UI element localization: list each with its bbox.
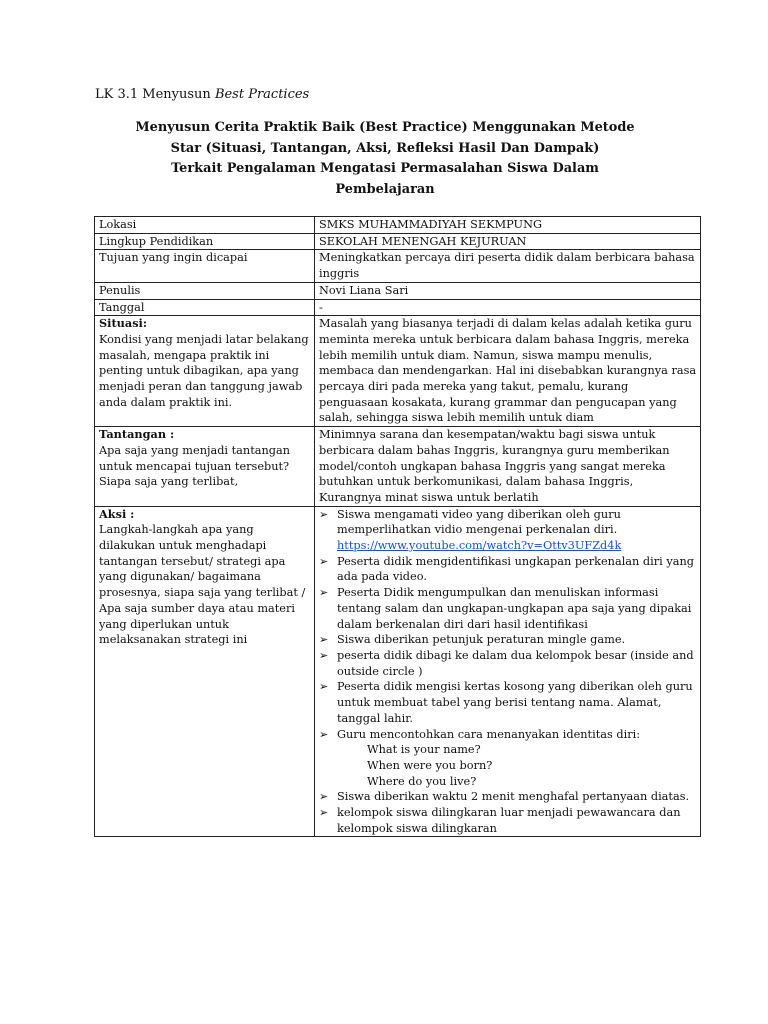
example-question: When were you born? [367, 758, 493, 772]
row-label: Penulis [95, 282, 315, 299]
arrow-bullet-icon: ➢ [319, 806, 329, 820]
row-label: Lokasi [95, 217, 315, 234]
example-question: What is your name? [367, 743, 481, 757]
list-item-text: Peserta didik mengidentifikasi ungkapan perkenalan diri yang ada pada video. [337, 554, 694, 584]
list-item-text: Guru mencontohkan cara menanyakan identitas diri: [337, 727, 641, 741]
list-item [319, 507, 697, 554]
action-steps-list [319, 507, 697, 837]
row-value: Masalah yang biasanya terjadi di dalam kelas adalah ketika guru meminta mereka untuk berbicara dalam bahasa Inggris, mereka lebih memilih untuk diam. Namun, siswa mampu menulis, membaca dan mendengarkan. Hal ini disebabkan kurangnya rasa percaya diri pada mereka yang takut, pemalu, kurang penguasaan kosakata, kurang grammar dan pengucapan yang salah, sehingga siswa lebih memilih untuk diam [315, 316, 701, 427]
table-row [95, 250, 701, 282]
list-item [319, 727, 697, 790]
section-title: Situasi: [99, 316, 148, 331]
arrow-bullet-icon: ➢ [319, 554, 329, 568]
table-row [95, 282, 701, 299]
section-description: Langkah-langkah apa yang dilakukan untuk menghadapi tantangan tersebut/ strategi apa yang digunakan/ bagaimana prosesnya, siapa saja yang terlibat / Apa saja sumber daya atau materi yang diperlukan untuk melaksanakan strategi ini [99, 523, 306, 647]
table-row [95, 217, 701, 234]
arrow-bullet-icon: ➢ [319, 727, 329, 741]
arrow-bullet-icon: ➢ [319, 790, 329, 804]
list-item [319, 554, 697, 585]
worksheet-title-emphasis: Best Practices [214, 87, 310, 102]
table-row [95, 299, 701, 316]
list-item [319, 585, 697, 632]
arrow-bullet-icon: ➢ [319, 586, 329, 600]
arrow-bullet-icon: ➢ [319, 680, 329, 694]
arrow-bullet-icon: ➢ [319, 507, 329, 521]
row-label [95, 427, 315, 507]
arrow-bullet-icon: ➢ [319, 648, 329, 662]
list-item-text: Siswa diberikan petunjuk peraturan mingle game. [337, 633, 626, 647]
section-description: Kondisi yang menjadi latar belakang masalah, mengapa praktik ini penting untuk dibagikan, apa yang menjadi peran dan tanggung jawab anda dalam praktik ini. [99, 332, 309, 409]
list-item [319, 789, 697, 805]
list-item-text: Siswa diberikan waktu 2 menit menghafal pertanyaan diatas. [337, 790, 690, 804]
document-heading [95, 118, 675, 200]
list-item-text: Peserta Didik mengumpulkan dan menuliskan informasi tentang salam dan ungkapan-ungkapan apa saja yang dipakai dalam berkenalan diri dari hasil identifikasi [337, 586, 692, 631]
worksheet-title [95, 87, 309, 103]
row-label [95, 506, 315, 837]
row-label: Tanggal [95, 299, 315, 316]
table-row-tantangan [95, 427, 701, 507]
row-label: Tujuan yang ingin dicapai [95, 250, 315, 282]
list-item [319, 632, 697, 648]
row-value: SMKS MUHAMMADIYAH SEKMPUNG [315, 217, 701, 234]
row-value [315, 506, 701, 837]
heading-line: Star (Situasi, Tantangan, Aksi, Refleksi Hasil Dan Dampak) [170, 140, 600, 156]
video-link[interactable]: https://www.youtube.com/watch?v=Ottv3UFZd4k [337, 539, 622, 553]
heading-line: Terkait Pengalaman Mengatasi Permasalahan Siswa Dalam [171, 161, 599, 176]
list-item-text: peserta didik dibagi ke dalam dua kelompok besar (inside and outside circle ) [337, 648, 694, 678]
list-item-text: Peserta didik mengisi kertas kosong yang diberikan oleh guru untuk membuat tabel yang berisi tentang nama. Alamat, tanggal lahir. [337, 680, 693, 725]
best-practice-table [94, 216, 701, 837]
section-title: Aksi : [99, 506, 135, 521]
row-value: SEKOLAH MENENGAH KEJURUAN [315, 233, 701, 250]
list-item [319, 648, 697, 679]
row-value: Novi Liana Sari [315, 282, 701, 299]
row-label: Lingkup Pendidikan [95, 233, 315, 250]
table-row [95, 233, 701, 250]
table-row-situasi [95, 316, 701, 427]
list-item [319, 805, 697, 836]
worksheet-title-prefix: LK 3.1 Menyusun [95, 87, 211, 102]
row-value: Minimnya sarana dan kesempatan/waktu bagi siswa untuk berbicara dalam bahas Inggris, kurangnya guru memberikan model/contoh ungkapan bahasa Inggris yang sangat mereka butuhkan untuk berkomunikasi, dalam bahasa Inggris, Kurangnya minat siswa untuk berlatih [315, 427, 701, 507]
heading-line: Pembelajaran [335, 181, 435, 197]
example-question: Where do you live? [367, 774, 477, 788]
section-description: Apa saja yang menjadi tantangan untuk mencapai tujuan tersebut? Siapa saja yang terlibat, [99, 443, 290, 489]
list-item-text: kelompok siswa dilingkaran luar menjadi pewawancara dan kelompok siswa dilingkaran [337, 806, 681, 835]
list-item-text: Siswa mengamati video yang diberikan oleh guru memperlihatkan vidio mengenai perkenalan diri. [337, 507, 621, 537]
table-row-aksi [95, 506, 701, 837]
row-label [95, 316, 315, 427]
row-value: Meningkatkan percaya diri peserta didik dalam berbicara bahasa inggris [315, 250, 701, 282]
section-title: Tantangan : [99, 427, 175, 442]
arrow-bullet-icon: ➢ [319, 633, 329, 647]
heading-line: Menyusun Cerita Praktik Baik (Best Practice) Menggunakan Metode [135, 120, 635, 135]
row-value: - [315, 299, 701, 316]
list-item [319, 679, 697, 726]
